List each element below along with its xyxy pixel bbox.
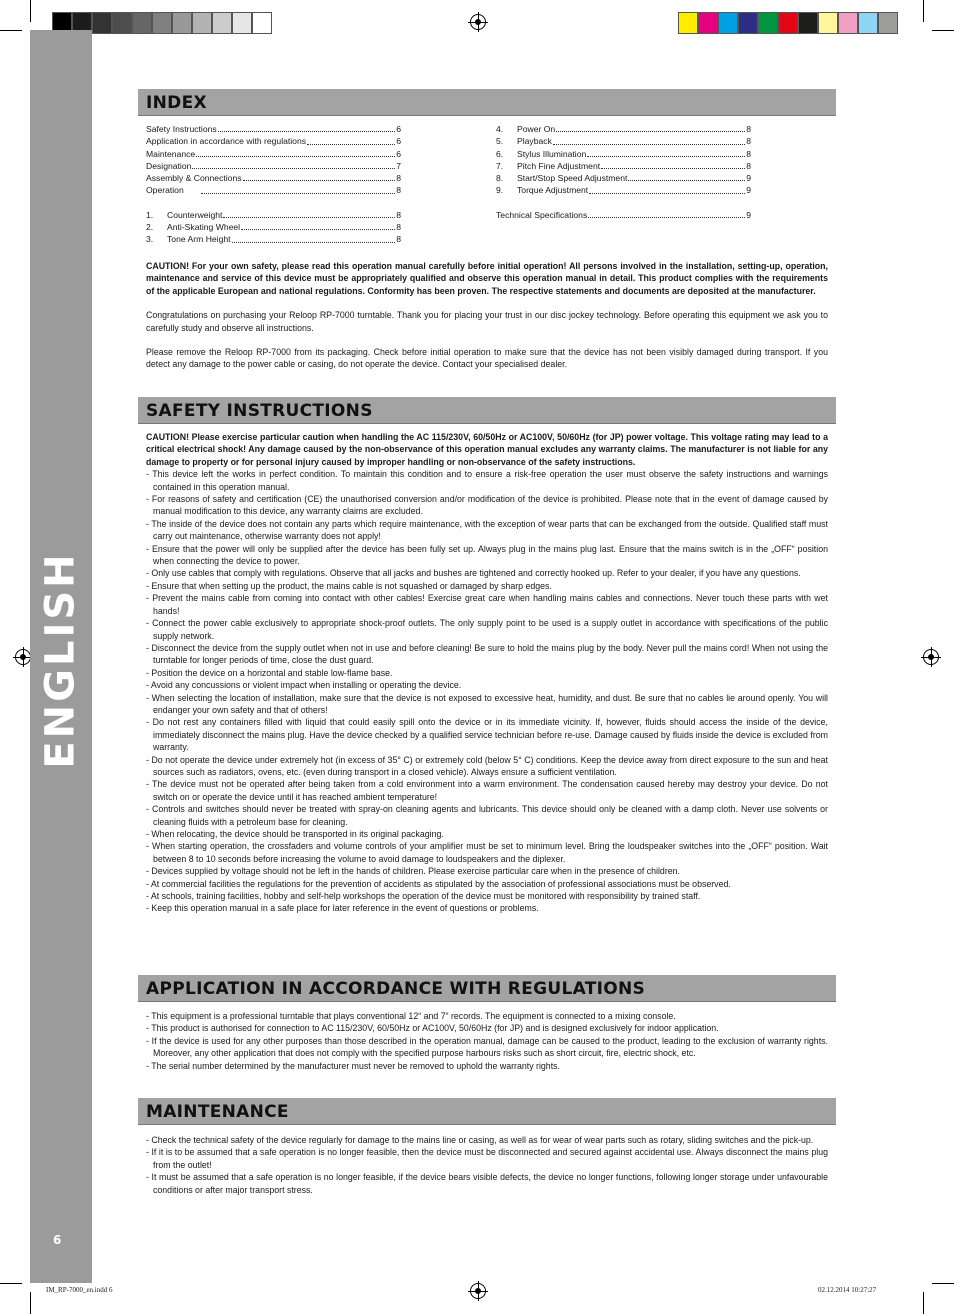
crop-mark bbox=[30, 0, 31, 22]
toc-right bbox=[496, 123, 751, 221]
list-item: - Position the device on a horizontal and stable low-flame base. bbox=[146, 667, 393, 678]
toc-item[interactable]: Application in accordance with regulations 6 bbox=[146, 136, 401, 147]
intro-unpacking: Please remove the Reloop RP-7000 from its packaging. Check before initial operation to make sure that the device has not been visibly damaged during transport. If you detect any damage to the power cable or casing, do not operate the device. Contact your specialised dealer. bbox=[146, 347, 828, 370]
list-item: - If it is to be assumed that a safe operation is no longer feasible, then the device must be disconnected and secured against accidental use. Always disconnect the mains plug from the outlet! bbox=[146, 1147, 828, 1170]
color-swatch bbox=[92, 12, 112, 34]
list-item: - If the device is used for any other purposes than those described in the operation manual, damage can be caused to the product, leading to the exclusion of warranty rights. Moreover, any other application that does not comply with the specified purpose harbours risks such as short circuit, fire, electric shock, etc. bbox=[146, 1035, 828, 1059]
list-item: - Controls and switches should never be treated with spray-on cleaning agents and lubricants. This device should only be cleaned with a damp cloth. Never use solvents or cleaning fluids with a petroleum base for cleaning. bbox=[146, 804, 828, 827]
crop-mark bbox=[923, 1292, 924, 1314]
maintenance-title: MAINTENANCE bbox=[146, 1102, 289, 1122]
color-swatch bbox=[758, 12, 778, 34]
list-item: - When starting operation, the crossfaders and volume controls of your amplifier must be set to minimum level. Bring the loudspeaker switches into the „OFF“ position. Wait between 8 to 10 seconds before increasing the volume to avoid damage to loudspeakers and the diplexer. bbox=[146, 841, 828, 864]
application-list bbox=[146, 1010, 828, 1072]
intro-congratulations: Congratulations on purchasing your Reloop RP-7000 turntable. Thank you for placing your trust in our disc jockey technology. Before operating this equipment we ask you to carefully study and observe all instructions. bbox=[146, 310, 828, 333]
safety-caution: CAUTION! Please exercise particular caution when handling the AC 115/230V, 60/50Hz or AC100V, 50/60Hz (for JP) power voltage. This voltage rating may lead to a critical electrical shock! Any damage caused by the non-observance of this operation manual excludes any warranty claims. The manufacturer is not liable for any damage to property or for personal injury caused by improper handling or non-observance of the safety instructions. bbox=[146, 432, 828, 467]
color-swatch bbox=[172, 12, 192, 34]
toc-item[interactable]: Operation 8 bbox=[146, 185, 401, 196]
maintenance-heading bbox=[138, 1098, 836, 1125]
crop-mark bbox=[0, 30, 22, 31]
list-item: - At schools, training facilities, hobby and self-help workshops the operation of the device must be monitored with responsibility by trained staff. bbox=[146, 891, 701, 902]
crop-mark bbox=[0, 1283, 22, 1284]
list-item: - Avoid any concussions or violent impact when installing or operating the device. bbox=[146, 680, 462, 691]
color-swatch bbox=[192, 12, 212, 34]
color-swatch bbox=[798, 12, 818, 34]
crop-mark bbox=[932, 1283, 954, 1284]
color-swatch bbox=[252, 12, 272, 34]
list-item: - It must be assumed that a safe operation is no longer feasible, if the device bears visible defects, the device no longer functions, following longer storage under unfavourable conditions or after major transport stress. bbox=[146, 1172, 828, 1195]
toc-item[interactable]: Designation 7 bbox=[146, 160, 401, 171]
list-item: - When selecting the location of installation, make sure that the device is not exposed to excessive heat, humidity, and dust. Be sure that no cables lie around openly. You will endanger your own safety and that of others! bbox=[146, 692, 828, 715]
list-item: - Prevent the mains cable from coming into contact with other cables! Exercise great care when handling mains cables and connections. Never touch these parts with wet hands! bbox=[146, 593, 828, 616]
safety-heading bbox=[138, 397, 836, 424]
safety-text bbox=[146, 431, 828, 915]
application-text bbox=[146, 1010, 828, 1072]
toc-item[interactable]: 8. Start/Stop Speed Adjustment 9 bbox=[496, 173, 751, 184]
page-number: 6 bbox=[53, 1233, 62, 1247]
toc-item[interactable]: Safety Instructions 6 bbox=[146, 124, 401, 134]
toc-item[interactable]: 5. Playback 8 bbox=[496, 136, 751, 147]
list-item: - For reasons of safety and certification (CE) the unauthorised conversion and/or modification of the device is prohibited. Please note that in the event of damage caused by manual modification to this device, any warranty claims are excluded. bbox=[146, 494, 828, 517]
list-item: - The device must not be operated after being taken from a cold environment into a warm environment. The condensation caused hereby may destroy your device. Do not switch on or operate the device until it has reached ambient temperature! bbox=[146, 779, 828, 802]
registration-mark-icon bbox=[470, 14, 486, 30]
color-swatch bbox=[818, 12, 838, 34]
intro-caution: CAUTION! For your own safety, please read this operation manual carefully before initial operation! All persons involved in the installation, setting-up, operation, maintenance and service of this device must be appropriately qualified and observe this operation manual in detail. This product complies with the requirements of the applicable European and national regulations. Conformity has been proven. The respective statements and documents are deposited at the manufacturer. bbox=[146, 261, 828, 296]
timestamp-slug: 02.12.2014 10:27:27 bbox=[818, 1286, 877, 1294]
crop-mark bbox=[932, 30, 954, 31]
registration-mark-icon bbox=[470, 1283, 486, 1299]
color-swatch bbox=[152, 12, 172, 34]
toc-item[interactable]: 9. Torque Adjustment 9 bbox=[496, 185, 751, 196]
color-swatch bbox=[838, 12, 858, 34]
list-item: - Only use cables that comply with regulations. Observe that all jacks and bushes are tightened and correctly hooked up. Refer to your dealer, if you have any questions. bbox=[146, 568, 801, 579]
toc-item[interactable]: 2. Anti-Skating Wheel 8 bbox=[146, 222, 401, 233]
safety-title: SAFETY INSTRUCTIONS bbox=[146, 401, 373, 421]
application-heading bbox=[138, 975, 836, 1002]
color-swatch bbox=[718, 12, 738, 34]
registration-mark-icon bbox=[923, 649, 939, 665]
list-item: - This device left the works in perfect condition. To maintain this condition and to ensure a risk-free operation the user must observe the safety instructions and warnings contained in this operation manual. bbox=[146, 469, 828, 492]
index-title: INDEX bbox=[146, 93, 207, 113]
list-item: - Connect the power cable exclusively to appropriate shock-proof outlets. The only supply point to be used is a supply outlet in accordance with specifications of the public supply network. bbox=[146, 618, 828, 641]
toc-item[interactable]: 1. Counterweight 8 bbox=[146, 209, 401, 220]
list-item: - Do not rest any containers filled with liquid that could easily spill onto the device or in its immediate vicinity. If, however, fluids should access the inside of the device, immediately disconnect the mains plug. Have the device checked by a qualified service technician before re-use. Damage caused by fluids inside the device is excluded from warranty. bbox=[146, 717, 828, 753]
list-item: - Check the technical safety of the device regularly for damage to the mains line or casing, as well as for wear of wear parts such as rotary, sliding switches and the pick-up. bbox=[146, 1135, 814, 1145]
list-item: - Devices supplied by voltage should not be left in the hands of children. Please exercise particular care when in the presence of children. bbox=[146, 866, 680, 877]
list-item: - The serial number determined by the manufacturer must never be removed to uphold the warranty rights. bbox=[146, 1060, 560, 1071]
color-swatch bbox=[778, 12, 798, 34]
color-swatch bbox=[132, 12, 152, 34]
crop-mark bbox=[30, 1292, 31, 1314]
index-heading bbox=[138, 89, 836, 116]
toc-item[interactable]: Technical Specifications 9 bbox=[496, 209, 751, 220]
color-swatch bbox=[232, 12, 252, 34]
list-item: - Ensure that the power will only be supplied after the device has been fully set up. Always plug in the mains plug last. Ensure that the mains switch is in the „OFF“ position when connecting the device to power. bbox=[146, 543, 828, 567]
registration-mark-icon bbox=[15, 649, 31, 665]
list-item: - Disconnect the device from the supply outlet when not in use and before cleaning! Be sure to hold the mains plug by the body. Never pull the mains cord! When not using the turntable for longer periods of time, close the dust guard. bbox=[146, 642, 828, 666]
language-label-container bbox=[30, 551, 92, 769]
toc-item[interactable]: 7. Pitch Fine Adjustment 8 bbox=[496, 160, 751, 171]
toc-item[interactable]: Assembly & Connections 8 bbox=[146, 173, 401, 184]
color-calibration-bar bbox=[678, 12, 898, 34]
maintenance-list bbox=[146, 1134, 828, 1196]
language-label: ENGLISH bbox=[38, 551, 85, 769]
list-item: - Keep this operation manual in a safe place for later reference in the event of questions or problems. bbox=[146, 903, 539, 914]
list-item: - The inside of the device does not contain any parts which require maintenance, with the exception of wear parts that can be exchanged from the outside. Qualified staff must carry out maintenance, otherwise warranty does not apply! bbox=[146, 518, 828, 542]
toc-item[interactable]: 3. Tone Arm Height 8 bbox=[146, 234, 401, 245]
toc-left bbox=[146, 123, 401, 246]
toc-item[interactable]: Maintenance 6 bbox=[146, 148, 401, 159]
safety-list bbox=[146, 468, 828, 915]
intro-text bbox=[146, 260, 828, 371]
color-swatch bbox=[878, 12, 898, 34]
toc-item[interactable]: 4. Power On 8 bbox=[496, 124, 751, 134]
toc-item[interactable]: 6. Stylus Illumination 8 bbox=[496, 148, 751, 159]
file-slug: IM_RP-7000_en.indd 6 bbox=[46, 1286, 113, 1294]
list-item: - At commercial facilities the regulations for the prevention of accidents as stipulated by the association of professional associations must be observed. bbox=[146, 878, 731, 889]
list-item: - When relocating, the device should be transported in its original packaging. bbox=[146, 829, 444, 839]
list-item: - This product is authorised for connection to AC 115/230V, 60/50Hz or AC100V, 50/60Hz (for JP) and is designed exclusively for indoor application. bbox=[146, 1023, 719, 1034]
color-swatch bbox=[678, 12, 698, 34]
list-item: - Ensure that when setting up the product, the mains cable is not squashed or damaged by sharp edges. bbox=[146, 580, 552, 591]
maintenance-text bbox=[146, 1134, 828, 1196]
list-item: - This equipment is a professional turntable that plays conventional 12“ and 7“ records. The equipment is connected to a mixing console. bbox=[146, 1011, 676, 1021]
color-swatch bbox=[858, 12, 878, 34]
application-title: APPLICATION IN ACCORDANCE WITH REGULATIONS bbox=[146, 979, 646, 999]
color-swatch bbox=[698, 12, 718, 34]
crop-mark bbox=[923, 0, 924, 22]
color-swatch bbox=[212, 12, 232, 34]
color-swatch bbox=[112, 12, 132, 34]
color-swatch bbox=[738, 12, 758, 34]
list-item: - Do not operate the device under extremely hot (in excess of 35° C) or extremely cold (below 5° C) conditions. Keep the device away from direct exposure to the sun and heat sources such as radiators, ovens, etc. (even during transport in a closed vehicle). Always ensure a sufficient ventilation. bbox=[146, 754, 828, 777]
